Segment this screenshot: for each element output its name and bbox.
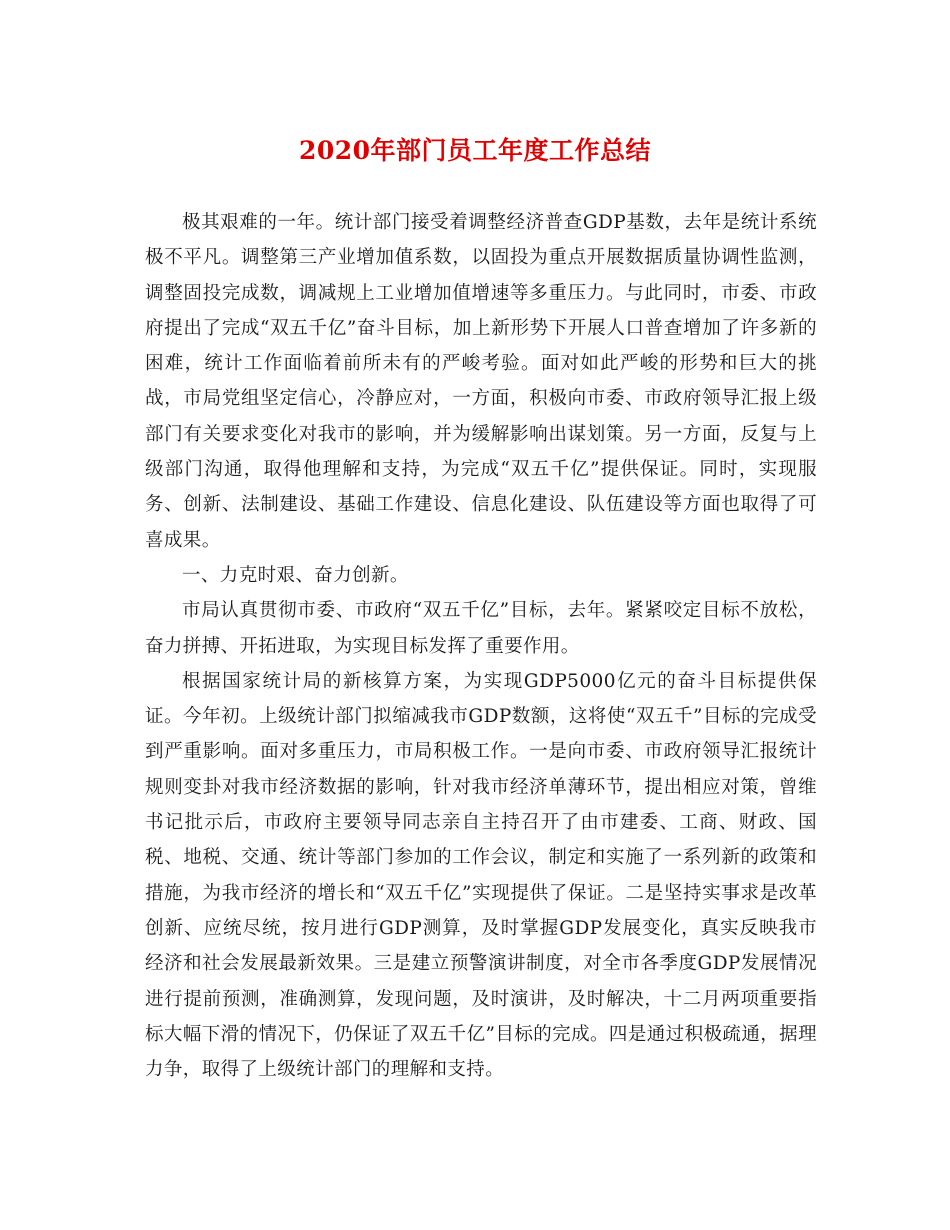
paragraph-intro: 极其艰难的一年。统计部门接受着调整经济普查GDP基数，去年是统计系统极不平凡。调整第三产业增加值系数，以固投为重点开展数据质量协调性监测，调整固投完成数，调减规上工业增加值增速等多重压力。与此同时，市委、市政府提出了完成“双五千亿”奋斗目标，加上新形势下开展人口普查增加了许多新的困难，统计工作面临着前所未有的严峻考验。面对如此严峻的形势和巨大的挑战，市局党组坚定信心，冷静应对，一方面，积极向市委、市政府领导汇报上级部门有关要求变化对我市的影响，并为缓解影响出谋划策。另一方面，反复与上级部门沟通，取得他理解和支持，为完成“双五千亿”提供保证。同时，实现服务、创新、法制建设、基础工作建设、信息化建设、队伍建设等方面也取得了可喜成果。 — [145, 212, 817, 551]
section-heading-1: 一、力克时艰、奋力创新。 — [182, 564, 409, 586]
document-title: 2020年部门员工年度工作总结 — [298, 136, 652, 165]
paragraph-gdp-plan: 根据国家统计局的新核算方案，为实现GDP5000亿元的奋斗目标提供保证。今年初。上级统计部门拟缩减我市GDP数额，这将使“双五千”目标的完成受到严重影响。面对多重压力，市局积极工作。一是向市委、市政府领导汇报统计规则变卦对我市经济数据的影响，针对我市经济单薄环节，提出相应对策，曾维书记批示后，市政府主要领导同志亲自主持召开了由市建委、工商、财政、国税、地税、交通、统计等部门参加的工作会议，制定和实施了一系列新的政策和措施，为我市经济的增长和“双五千亿”实现提供了保证。二是坚持实事求是改革创新、应统尽统，按月进行GDP测算，及时掌握GDP发展变化，真实反映我市经济和社会发展最新效果。三是建立预警演讲制度，对全市各季度GDP发展情况进行提前预测，准确测算，发现问题，及时演讲，及时解决，十二月两项重要指标大幅下滑的情况下，仍保证了双五千亿”目标的完成。四是通过积极疏通，据理力争，取得了上级统计部门的理解和支持。 — [145, 670, 817, 1081]
paragraph-goal: 市局认真贯彻市委、市政府“双五千亿”目标，去年。紧紧咬定目标不放松，奋力拼搏、开拓进取，为实现目标发挥了重要作用。 — [145, 600, 817, 657]
document-body — [145, 205, 817, 1087]
